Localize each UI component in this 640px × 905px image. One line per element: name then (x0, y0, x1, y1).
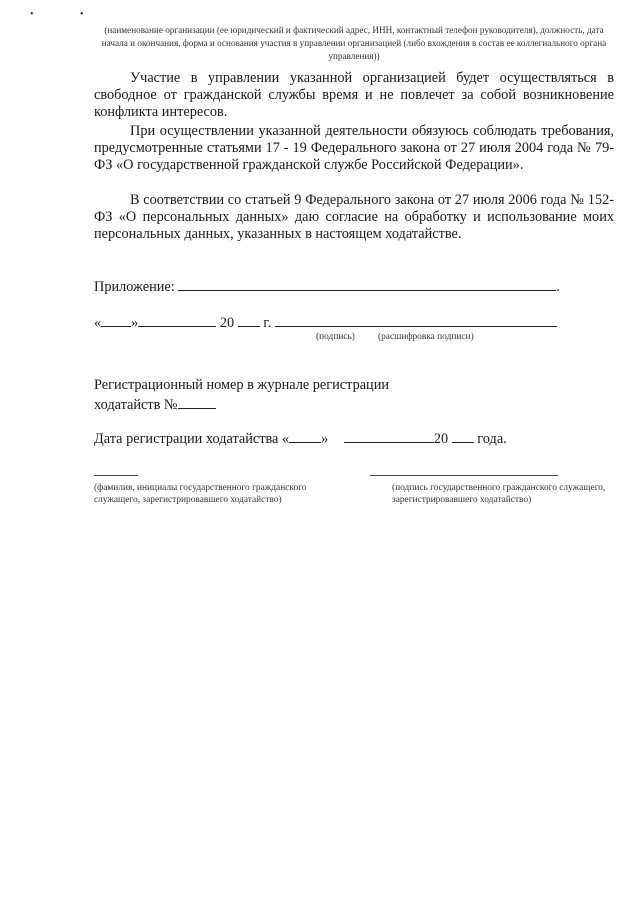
attachment-field[interactable] (178, 278, 556, 291)
registration-year-suffix: года. (477, 431, 507, 447)
registration-day-field[interactable] (289, 430, 321, 443)
year-prefix: 20 (219, 315, 235, 331)
paragraph-obligations: При осуществлении указанной деятельности обязуюсь соблюдать требования, предусмотренные статьями 17 - 19 Федерального закона от 27 июля 2004 года № 79-ФЗ «О государственной гражданской службе Российской Федерации». (94, 123, 614, 174)
organization-note: (наименование организации (ее юридический и фактический адрес, ИНН, контактный телефон руководителя), должность, дата начала и окончания, форма и основания участия в управлении организацией (либо вхождения в состав ее коллегиального органа управления)) (101, 25, 607, 61)
registrar-signature-line[interactable] (370, 474, 558, 476)
registrar-name-line[interactable] (94, 474, 138, 476)
attachment-end: . (556, 279, 560, 295)
registration-number-field[interactable] (178, 396, 216, 409)
attachment-row (94, 278, 560, 296)
quote-open: « (94, 315, 102, 331)
paragraph-consent: В соответствии со статьей 9 Федерального закона от 27 июля 2006 года № 152-ФЗ «О персональных данных» даю согласие на обработку и использование моих персональных данных, указанных в настоящем ходатайстве. (94, 192, 614, 243)
registration-year-field[interactable] (452, 430, 474, 443)
month-field[interactable] (138, 314, 216, 327)
registration-label-2: ходатайств № (94, 397, 178, 413)
signature-field[interactable] (275, 314, 557, 327)
quote-close: » (131, 315, 139, 331)
year-suffix: г. (263, 315, 272, 331)
attachment-label: Приложение: (94, 279, 175, 295)
registration-date-row (94, 430, 507, 448)
registration-row (94, 396, 216, 414)
date-sign-row (94, 314, 557, 332)
registration-quote-close: » (321, 431, 329, 447)
year-field[interactable] (238, 314, 260, 327)
registrar-signature-caption: (подпись государственного гражданского служащего, зарегистрировавшего ходатайство) (392, 483, 606, 505)
registrar-name-caption: (фамилия, инициалы государственного гражданского служащего, зарегистрировавшего ходатайство) (94, 483, 307, 505)
scan-marks: • • (30, 9, 106, 20)
caption-signature: (подпись) (316, 332, 355, 342)
registration-year-prefix: 20 (433, 431, 449, 447)
paragraph-participation: Участие в управлении указанной организацией будет осуществляться в свободное от гражданской службы время и не повлечет за собой возникновение конфликта интересов. (94, 70, 614, 121)
registration-label-1: Регистрационный номер в журнале регистрации (94, 377, 390, 393)
caption-decode: (расшифровка подписи) (378, 332, 474, 342)
day-field[interactable] (101, 314, 131, 327)
registration-month-field[interactable] (344, 430, 434, 443)
registration-date-label: Дата регистрации ходатайства « (94, 431, 290, 447)
